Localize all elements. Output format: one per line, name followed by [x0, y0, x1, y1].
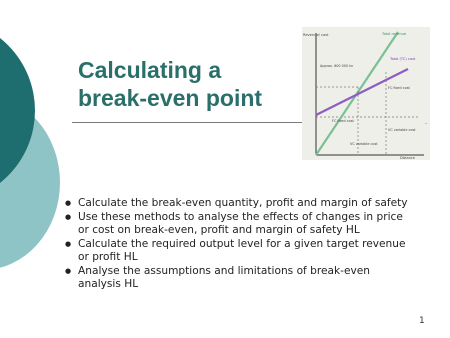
graph-y-label: Revenue/ cost: [303, 33, 329, 37]
graph-approx-label: Approx. 600 000 kn: [320, 64, 354, 68]
bullet-item: [64, 197, 414, 210]
total-cost-line: [316, 69, 408, 115]
bullet-dot-icon: ●: [65, 239, 72, 248]
graph-fc-label-low: FC fixed cost: [332, 119, 354, 123]
bullet-dot-icon: ●: [65, 266, 72, 275]
bullet-item: [64, 211, 414, 237]
bullet-text: Calculate the break-even quantity, profit and margin of safety: [78, 197, 408, 209]
bullet-text: Analyse the assumptions and limitations of break-even analysis HL: [78, 264, 370, 290]
bullet-dot-icon: ●: [65, 199, 72, 207]
title-line-2: break-even point: [78, 85, 263, 111]
title-divider: [72, 122, 302, 123]
bullet-dot-icon: ●: [65, 212, 72, 221]
graph-total-revenue-label: Total revenue: [382, 32, 407, 36]
title-line-1: Calculating a: [78, 57, 222, 83]
graph-vc-label-right: VC variable cost: [388, 128, 416, 132]
bullet-text: Use these methods to analyse the effects of changes in price or cost on break-even, profit and margin of safety HL: [78, 210, 403, 236]
break-even-graph-image: [302, 27, 430, 160]
slide-title: [78, 56, 262, 112]
graph-fc-label-right: FC fixed cost: [388, 86, 410, 90]
bullet-item: [64, 265, 414, 291]
graph-total-cost-label: Total (TC) cost: [390, 57, 416, 61]
graph-side-mark: -: [425, 121, 427, 127]
graph-vc-label-low: VC variable cost: [350, 142, 378, 146]
graph-x-label: Distance: [400, 156, 415, 160]
page-number: 1: [419, 316, 425, 326]
break-even-graph: [302, 27, 430, 160]
bullet-item: [64, 238, 414, 264]
bullet-list: [64, 197, 414, 291]
bullet-text: Calculate the required output level for a given target revenue or profit HL: [78, 237, 406, 263]
